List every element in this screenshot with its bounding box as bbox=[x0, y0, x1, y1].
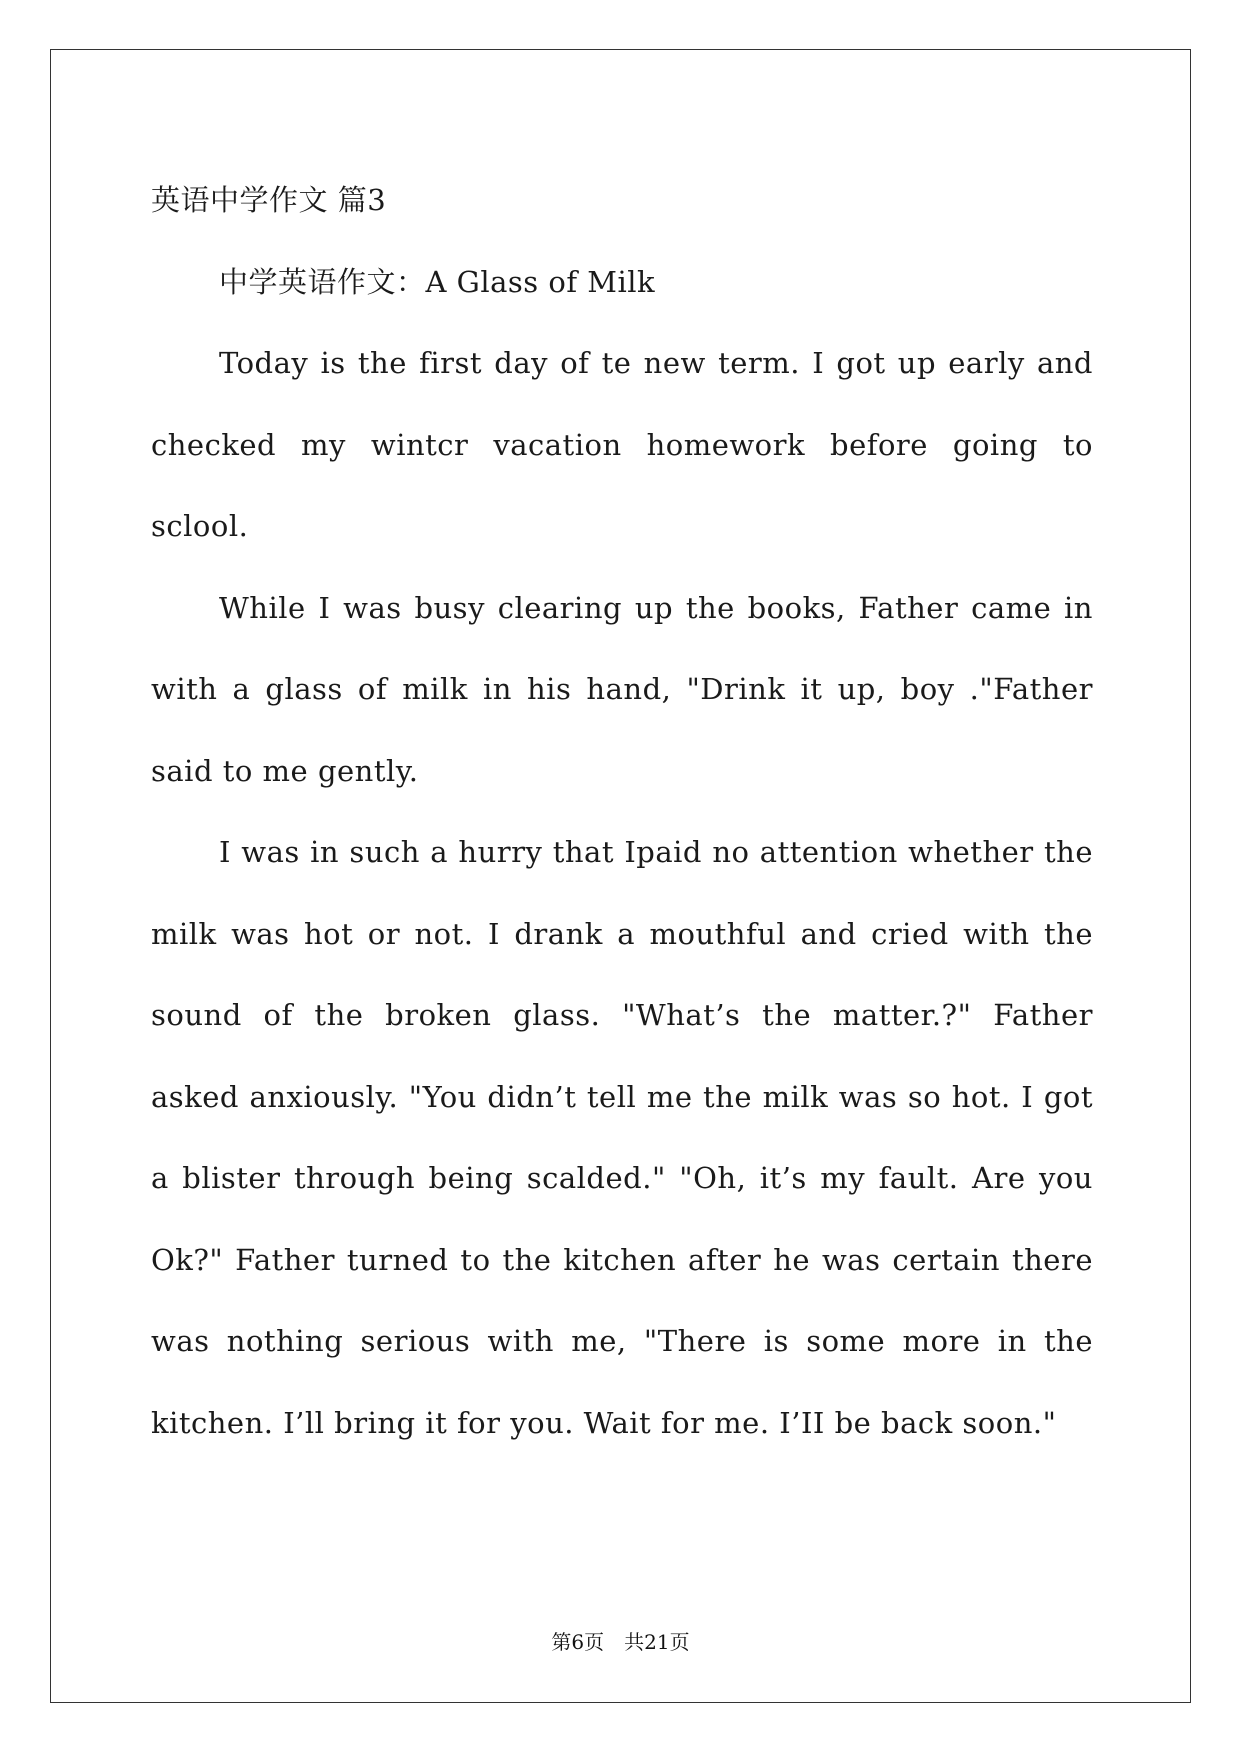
document-body bbox=[151, 160, 1103, 1464]
paragraph-3: I was in such a hurry that Ipaid no attention whether the milk was hot or not. I drank a mouthful and cried with the sound of the broken glass. "What’s the matter.?" Father asked anxiously. "You didn’t tell me the milk was so hot. I got a blister through being scalded." "Oh, it’s my fault. Are you Ok?" Father turned to the kitchen after he was certain there was nothing serious with me, "There is some more in the kitchen. I’ll bring it for you. Wait for me. I’II be back soon." bbox=[151, 835, 1103, 1440]
paragraph-1: Today is the first day of te new term. I got up early and checked my wintcr vacation homework before going to sclool. bbox=[151, 346, 1103, 543]
paragraph-2: While I was busy clearing up the books, Father came in with a glass of milk in his hand, "Drink it up, boy ."Father said to me gently. bbox=[151, 590, 1103, 788]
page-number: 第6页 共21页 bbox=[551, 1630, 690, 1654]
section-heading: 英语中学作文 篇3 bbox=[151, 183, 387, 217]
article-title: 中学英语作文：A Glass of Milk bbox=[219, 264, 656, 299]
